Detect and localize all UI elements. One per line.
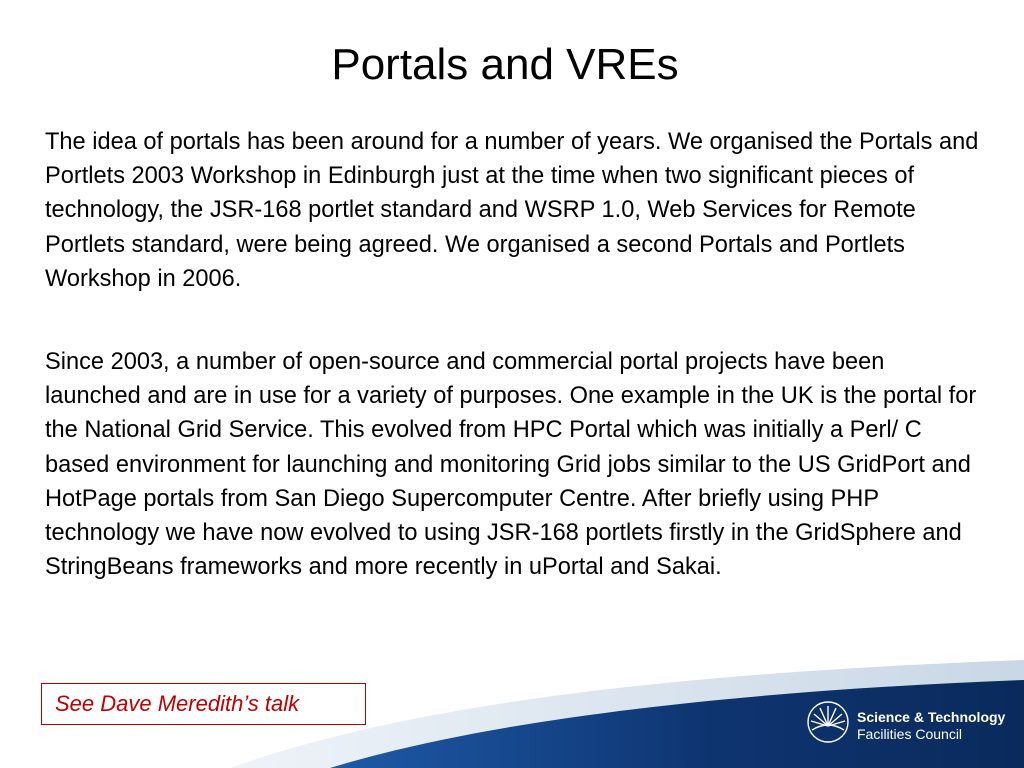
note-text: See Dave Meredith’s talk bbox=[55, 691, 300, 716]
logo-text-line2: Facilities Council bbox=[857, 726, 963, 742]
sunburst-logo-icon bbox=[806, 700, 850, 744]
stfc-logo bbox=[806, 700, 1016, 750]
paragraph-portal-projects: Since 2003, a number of open-source and commercial portal projects have been launched and are in use for a variety of purposes. One example in the UK is the portal for the National Grid Service. This evolved from HPC Portal which was initially a Perl/ C based environment for launching and monitoring Grid jobs similar to the US GridPort and HotPage portals from San Diego Supercomputer Centre. After briefly using PHP technology we have now evolved to using JSR-168 portlets firstly in the GridSphere and StringBeans frameworks and more recently in uPortal and Sakai. bbox=[45, 349, 977, 581]
paragraph-portals-history: The idea of portals has been around for a number of years. We organised the Portals and Portlets 2003 Workshop in Edinburgh just at the time when two significant pieces of technology, the JSR-168 portlet standard and WSRP 1.0, Web Services for Remote Portlets standard, were being agreed. We organised a second Portals and Portlets Workshop in 2006. bbox=[45, 129, 979, 292]
note-box bbox=[41, 683, 366, 725]
logo-text-line1: Science & Technology bbox=[857, 709, 1006, 725]
slide-title: Portals and VREs bbox=[331, 40, 679, 89]
